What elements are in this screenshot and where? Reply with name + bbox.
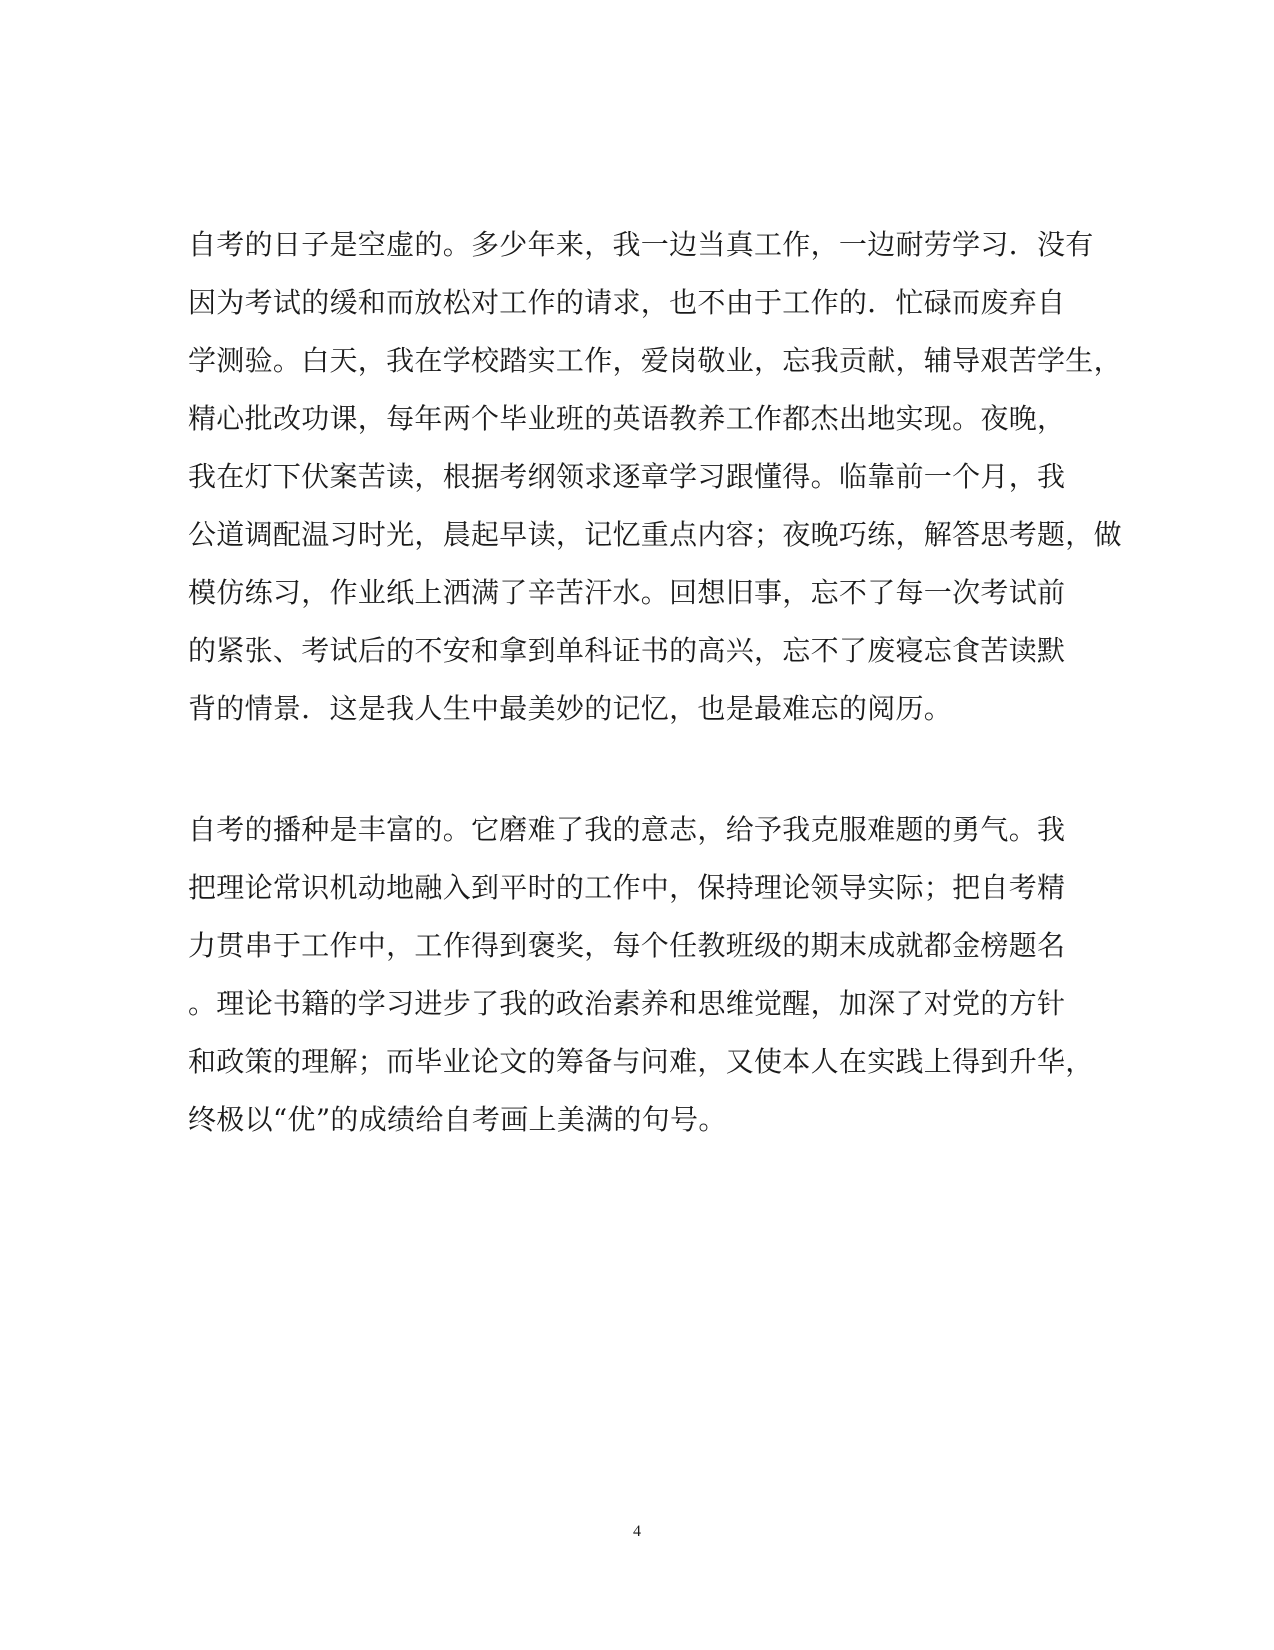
paragraph-line: 自考的播种是丰富的。它磨难了我的意志，给予我克服难题的勇气。我 — [188, 813, 1066, 846]
paragraph-line: 终极以“优”的成绩给自考画上美满的句号。 — [188, 1103, 727, 1136]
paragraph-line: 力贯串于工作中，工作得到褒奖，每个任教班级的期末成就都金榜题名 — [188, 929, 1066, 962]
paragraph-line: 和政策的理解；而毕业论文的筹备与问难，又使本人在实践上得到升华， — [188, 1045, 1094, 1078]
paragraph-line: 模仿练习，作业纸上洒满了辛苦汗水。回想旧事，忘不了每一次考试前 — [188, 576, 1066, 609]
paragraph-line: 的紧张、考试后的不安和拿到单科证书的高兴，忘不了废寝忘食苦读默 — [188, 634, 1066, 667]
paragraph-line: 因为考试的缓和而放松对工作的请求，也不由于工作的．忙碌而废弃自 — [188, 286, 1066, 319]
page-number: 4 — [633, 1523, 641, 1540]
paragraph-line: 背的情景．这是我人生中最美妙的记忆，也是最难忘的阅历。 — [188, 692, 953, 725]
paragraph-line: 学测验。白天，我在学校踏实工作，爱岗敬业，忘我贡献，辅导艰苦学生， — [188, 344, 1122, 377]
paragraph-line: 精心批改功课，每年两个毕业班的英语教养工作都杰出地实现。夜晚， — [188, 402, 1066, 435]
paragraph-line: 自考的日子是空虚的。多少年来，我一边当真工作，一边耐劳学习．没有 — [188, 228, 1094, 261]
paragraph-line: 把理论常识机动地融入到平时的工作中，保持理论领导实际；把自考精 — [188, 871, 1066, 904]
paragraph-line: 我在灯下伏案苦读，根据考纲领求逐章学习跟懂得。临靠前一个月，我 — [188, 460, 1066, 493]
paragraph-line: 公道调配温习时光，晨起早读，记忆重点内容；夜晚巧练，解答思考题，做 — [188, 518, 1122, 551]
paragraph-line: 。理论书籍的学习进步了我的政治素养和思维觉醒，加深了对党的方针 — [188, 987, 1066, 1020]
